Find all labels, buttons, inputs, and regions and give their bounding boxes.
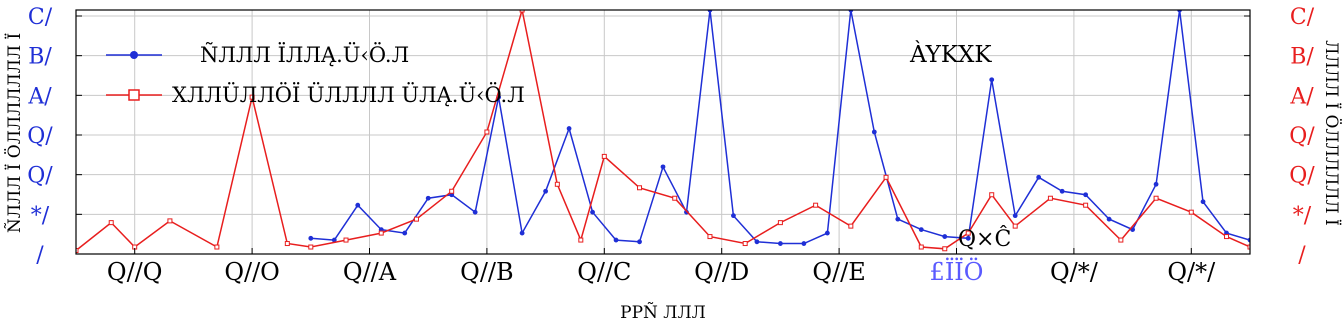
left-axis-label: ÑЛЛЛ Ï ÖЛЛЛЛЛЛЛ Ï (5, 32, 25, 234)
x-axis-label: PPÑ ЛЛЛ (620, 303, 706, 323)
series-a (308, 8, 1252, 246)
series-b-point (414, 217, 418, 221)
series-a-point (1154, 182, 1159, 187)
x-tick-label: £ÏÏÖ (929, 258, 984, 286)
series-a-point (637, 239, 642, 244)
legend-marker-series-a (130, 51, 138, 59)
series-b-point (638, 186, 642, 190)
series-b-point (168, 219, 172, 223)
left-tick-label: Q/ (27, 124, 53, 149)
left-tick-label: C/ (27, 5, 53, 30)
series-a-point (402, 231, 407, 236)
series-a-point (919, 227, 924, 232)
legend-label-series-b: XЛЛÜЛЛÖÏ ÜЛЛЛЛ ÜЛĄ.Ü‹Ö.Л (172, 83, 525, 107)
series-b-point (379, 231, 383, 235)
series-b-point (1048, 196, 1052, 200)
series-b-point (344, 238, 348, 242)
series-b-point (1225, 235, 1229, 239)
series-a-point (1201, 199, 1206, 204)
left-tick-label: Q/ (27, 163, 53, 189)
legend (106, 42, 525, 107)
series-b-point (1084, 203, 1088, 207)
series-a-point (895, 217, 900, 222)
series-b-point (778, 221, 782, 225)
series-b-point (708, 235, 712, 239)
right-tick-label: */ (1292, 203, 1312, 229)
series-b-point (215, 245, 219, 249)
series-a-point (942, 234, 947, 239)
series-a-point (825, 231, 830, 236)
series-b-point (1189, 210, 1193, 214)
annotation-event-label: Q×Ĉ (958, 227, 1012, 252)
series-a-point (661, 164, 666, 169)
x-tick-label: Q/*/ (1049, 258, 1098, 286)
series-a-point (473, 210, 478, 215)
legend-label-series-a: ÑЛЛЛ ÏЛЛĄ.Ü‹Ö.Л (200, 43, 410, 67)
x-tick-label: Q//B (460, 258, 514, 286)
series-b-point (485, 130, 489, 134)
series-a-point (755, 239, 760, 244)
series-b-point (814, 203, 818, 207)
series-a-point (1083, 192, 1088, 197)
left-tick-label: */ (30, 203, 50, 229)
series-a-point (778, 241, 783, 246)
x-tick-label: Q//O (224, 258, 280, 286)
series-a-point (520, 231, 525, 236)
right-tick-label: B/ (1290, 44, 1314, 70)
series-b-point (673, 196, 677, 200)
series-a-point (567, 126, 572, 131)
series-b-point (309, 245, 313, 249)
x-tick-label: Q//A (342, 258, 397, 286)
series-b-point (884, 175, 888, 179)
series-a-point (1036, 175, 1041, 180)
right-tick-label: A/ (1290, 84, 1314, 110)
right-axis-label: ЛЛЛЛ Ï ÖЛЛЛЛЛЛ Ï (1321, 40, 1341, 226)
series-a-point (1060, 189, 1065, 194)
series-b-point (849, 224, 853, 228)
x-tick-label: Q//C (577, 258, 632, 286)
series-b-point (1013, 224, 1017, 228)
series-a-point (614, 238, 619, 243)
right-tick-label: C/ (1289, 5, 1315, 30)
series-a-point (1107, 217, 1112, 222)
series-a-point (1013, 213, 1018, 218)
series-b-point (285, 242, 289, 246)
series-b-point (743, 242, 747, 246)
series-a-point (590, 210, 595, 215)
series-a-point (308, 236, 313, 241)
left-tick-label: / (36, 243, 44, 268)
right-tick-label: Q/ (1289, 124, 1315, 149)
series-b-point (109, 221, 113, 225)
series-b-point (450, 189, 454, 193)
right-tick-label: / (1298, 243, 1306, 268)
x-tick-label: Q/*/ (1167, 258, 1216, 286)
left-tick-label: B/ (28, 44, 52, 70)
series-b-point (943, 247, 947, 251)
x-tick-label: Q//D (694, 258, 750, 286)
series-a-point (355, 203, 360, 208)
series-a-point (872, 130, 877, 135)
right-tick-label: Q/ (1289, 163, 1315, 189)
series-b-point (555, 182, 559, 186)
series-a-point (543, 189, 548, 194)
series-b-point (919, 245, 923, 249)
x-tick-label: Q//Q (106, 258, 163, 286)
series-a-point (989, 77, 994, 82)
annotation-peak-label: ÀYKXK (910, 42, 992, 68)
series-a-point (801, 241, 806, 246)
x-tick-label: Q//E (812, 258, 866, 286)
series-b-point (1154, 196, 1158, 200)
series-b-point (602, 154, 606, 158)
legend-marker-series-b (129, 90, 139, 100)
series-b-point (1119, 238, 1123, 242)
series-a-point (731, 213, 736, 218)
series-a-line (311, 10, 1250, 244)
left-tick-label: A/ (28, 84, 52, 110)
series-b-point (990, 193, 994, 197)
series-b-point (579, 238, 583, 242)
series-a-point (426, 196, 431, 201)
